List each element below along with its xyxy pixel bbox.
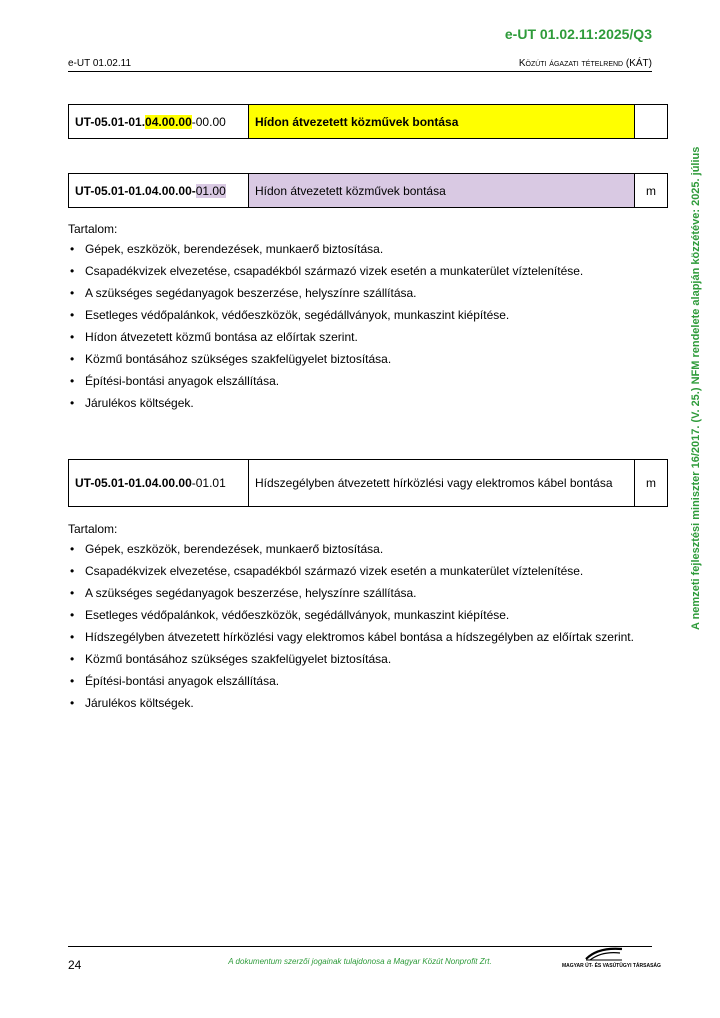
- item-table-group: [68, 104, 668, 139]
- item-unit: m: [635, 460, 668, 507]
- header-left-code: e-UT 01.02.11: [68, 58, 132, 69]
- bridge-logo-icon: [584, 946, 624, 962]
- item-code: [69, 460, 249, 507]
- list-item: • Járulékos költségek.: [68, 696, 652, 711]
- document-code: e-UT 01.02.11:2025/Q3: [504, 26, 652, 42]
- publisher-logo: [562, 946, 661, 969]
- code-prefix: UT-05.01-01.04.00.00: [75, 476, 192, 490]
- list-item: • Közmű bontásához szükséges szakfelügyelet biztosítása.: [68, 652, 652, 667]
- list-item: • Hídon átvezetett közmű bontása az előírtak szerint.: [68, 330, 652, 345]
- logo-text: MAGYAR ÚT- ÉS VASÚTÜGYI TÁRSASÁG: [562, 963, 661, 969]
- list-item: • A szükséges segédanyagok beszerzése, helyszínre szállítása.: [68, 286, 652, 301]
- copyright-note: A dokumentum szerzői jogainak tulajdonosa a Magyar Közút Nonprofit Zrt.: [228, 957, 492, 966]
- list-item: • Gépek, eszközök, berendezések, munkaerő biztosítása.: [68, 542, 652, 557]
- list-item: • Hídszegélyben átvezetett hírközlési vagy elektromos kábel bontása a hídszegélyben az előírtak szerint.: [68, 630, 652, 645]
- content-label: Tartalom:: [68, 522, 118, 536]
- item-code: [69, 174, 249, 208]
- list-item: • Járulékos költségek.: [68, 396, 652, 411]
- content-list: [68, 242, 652, 411]
- item-unit: [635, 105, 668, 139]
- list-item: • Esetleges védőpalánkok, védőeszközök, segédállványok, munkaszint kiépítése.: [68, 308, 652, 323]
- item-unit: m: [635, 174, 668, 208]
- item-title: Hídon átvezetett közművek bontása: [249, 174, 635, 208]
- header-divider: [68, 71, 652, 72]
- code-suffix: -01.01: [191, 476, 226, 490]
- list-item: • Építési-bontási anyagok elszállítása.: [68, 674, 652, 689]
- item-table-01-00: [68, 173, 668, 208]
- code-highlight: 04.00.00: [145, 114, 192, 129]
- side-publication-note: A nemzeti fejlesztési miniszter 16/2017. (V. 25.) NFM rendelete alapján közzétéve: 2025. július: [690, 146, 702, 630]
- list-item: • Építési-bontási anyagok elszállítása.: [68, 374, 652, 389]
- item-title: Hídszegélyben átvezetett hírközlési vagy elektromos kábel bontása: [249, 460, 635, 507]
- content-list: [68, 542, 652, 711]
- code-prefix: UT-05.01-01.04.00.00-: [75, 183, 196, 198]
- list-item: • Esetleges védőpalánkok, védőeszközök, segédállványok, munkaszint kiépítése.: [68, 608, 652, 623]
- code-prefix: UT-05.01-01.: [75, 114, 146, 129]
- list-item: • A szükséges segédanyagok beszerzése, helyszínre szállítása.: [68, 586, 652, 601]
- item-code: [69, 105, 249, 139]
- page-number: 24: [68, 958, 82, 972]
- list-item: • Csapadékvizek elvezetése, csapadékból származó vizek esetén a munkaterület víztelenítése.: [68, 264, 652, 279]
- header-right-title: Közúti ágazati tételrend (KÁT): [518, 58, 652, 69]
- content-label: Tartalom:: [68, 222, 118, 236]
- item-table-01-01: [68, 459, 668, 507]
- list-item: • Gépek, eszközök, berendezések, munkaerő biztosítása.: [68, 242, 652, 257]
- code-highlight: 01.00: [195, 183, 226, 198]
- code-suffix: -00.00: [191, 114, 226, 129]
- content-section-01-00: [68, 222, 652, 418]
- content-section-01-01: [68, 522, 652, 718]
- list-item: • Csapadékvizek elvezetése, csapadékból származó vizek esetén a munkaterület víztelenítése.: [68, 564, 652, 579]
- list-item: • Közmű bontásához szükséges szakfelügyelet biztosítása.: [68, 352, 652, 367]
- item-title: Hídon átvezetett közművek bontása: [249, 105, 635, 139]
